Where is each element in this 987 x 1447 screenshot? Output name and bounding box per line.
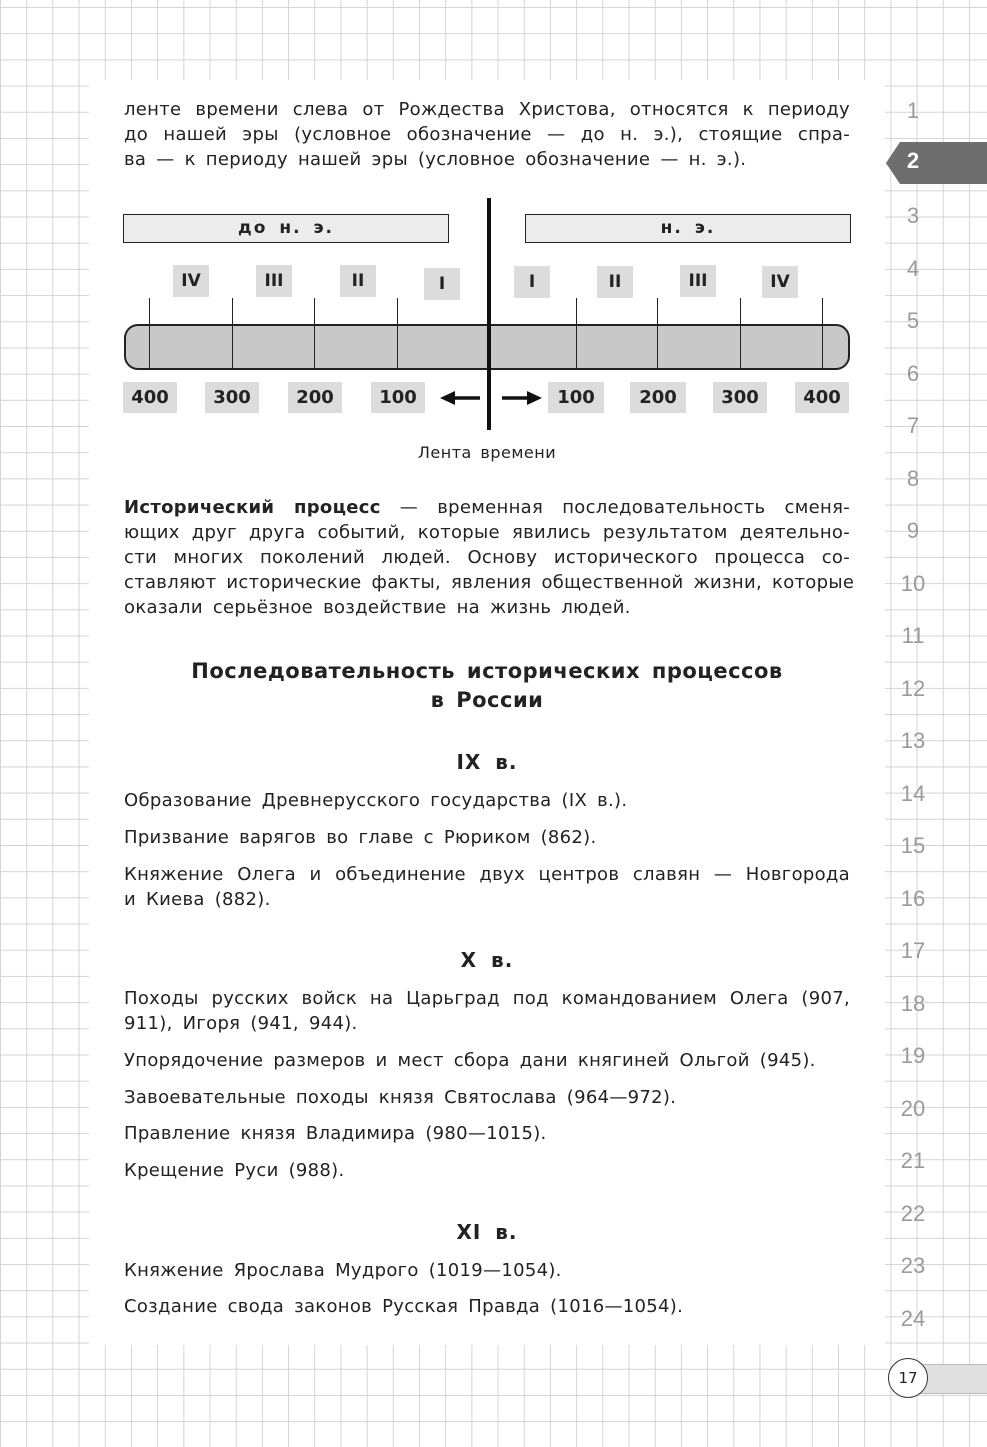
timeline-tick [657, 298, 658, 368]
event-item [124, 1258, 850, 1283]
chapter-tab[interactable]: 1 [906, 98, 920, 123]
event-text: Походы русских войск на Царьград под командованием Олега (907, [124, 988, 850, 1009]
page-number: 17 [888, 1358, 928, 1398]
chapter-tab[interactable]: 18 [900, 991, 926, 1016]
bc-century-label: III [256, 265, 292, 297]
left-arrow-icon [440, 388, 480, 408]
intro-line: до нашей эры (условное обозначение — до н. э.), стоящие спра- [124, 124, 850, 145]
bc-century-label: IV [173, 265, 209, 297]
timeline-tick [397, 298, 398, 368]
intro-line: ва — к периоду нашей эры (условное обозначение — н. э.). [124, 149, 747, 170]
zero-axis-line [487, 198, 491, 430]
event-item [124, 1121, 850, 1146]
event-text: 911), Игоря (941, 944). [124, 1013, 358, 1034]
definition-term: Исторический процесс [124, 497, 381, 518]
timeline-tick [314, 298, 315, 368]
event-text: Завоевательные походы князя Святослава (964—972). [124, 1087, 677, 1108]
chapter-tab[interactable]: 4 [906, 256, 920, 281]
event-text: Образование Древнерусского государства (IX в.). [124, 790, 628, 811]
timeline-tick [576, 298, 577, 368]
event-text: Крещение Руси (988). [124, 1160, 345, 1181]
ad-year-label: 400 [795, 382, 849, 413]
bc-year-label: 100 [371, 382, 425, 413]
tab-number: 2 [906, 148, 920, 173]
chapter-tab[interactable]: 23 [900, 1253, 926, 1278]
chapter-tab[interactable]: 12 [900, 676, 926, 701]
ad-century-label: II [597, 266, 633, 298]
timeline-tick [822, 298, 823, 368]
ad-century-label: III [680, 265, 716, 297]
section-title [124, 657, 850, 715]
chapter-tab[interactable]: 15 [900, 833, 926, 858]
chapter-tab[interactable]: 9 [906, 518, 920, 543]
century-heading: X в. [460, 948, 514, 972]
bc-year-label: 200 [288, 382, 342, 413]
event-item [124, 825, 850, 850]
definition-line: ставляют исторические факты, явления общественной жизни, которые [124, 572, 855, 593]
event-item [124, 986, 850, 1036]
bc-year-label: 300 [205, 382, 259, 413]
event-text: и Киева (882). [124, 889, 271, 910]
century-heading: XI в. [456, 1220, 518, 1244]
chapter-tab[interactable]: 14 [900, 781, 926, 806]
event-text: Правление князя Владимира (980—1015). [124, 1123, 547, 1144]
chapter-tab[interactable]: 21 [900, 1148, 926, 1173]
active-chapter-tab[interactable] [886, 142, 987, 188]
event-text: Княжение Олега и объединение двух центров славян — Новгорода [124, 864, 850, 885]
intro-paragraph [124, 97, 850, 172]
ad-era-label: н. э. [525, 214, 851, 243]
chapter-tab[interactable]: 7 [906, 413, 920, 438]
chapter-tab[interactable]: 17 [900, 938, 926, 963]
timeline-tick [149, 298, 150, 368]
ad-year-label: 100 [548, 382, 604, 413]
ad-century-label: IV [762, 266, 798, 298]
chapter-tab[interactable]: 24 [900, 1306, 926, 1331]
timeline-caption: Лента времени [417, 443, 557, 462]
right-arrow-icon [502, 388, 542, 408]
timeline-tick [232, 298, 233, 368]
definition-line: сти многих поколений людей. Основу исторического процесса со- [124, 547, 850, 568]
intro-line: ленте времени слева от Рождества Христова, относятся к периоду [124, 99, 850, 120]
ad-century-label: I [514, 266, 550, 298]
section-title-line: в России [430, 688, 544, 712]
chapter-tab[interactable]: 6 [906, 361, 920, 386]
definition-paragraph [124, 495, 855, 620]
event-item [124, 1085, 850, 1110]
chapter-tab[interactable]: 20 [900, 1096, 926, 1121]
bc-century-label: II [340, 265, 376, 297]
event-item [124, 1158, 850, 1183]
bc-year-label: 400 [123, 382, 177, 413]
bc-era-label: до н. э. [123, 214, 449, 243]
event-text: Создание свода законов Русская Правда (1016—1054). [124, 1296, 684, 1317]
event-item [124, 1048, 850, 1073]
ad-year-label: 200 [630, 382, 686, 413]
chapter-tab[interactable]: 19 [900, 1043, 926, 1068]
section-title-line: Последовательность исторических процессов [191, 659, 783, 683]
chapter-tab[interactable]: 22 [900, 1201, 926, 1226]
definition-line: ющих друг друга событий, которые явились результатом деятельно- [124, 522, 850, 543]
event-text: Призвание варягов во главе с Рюриком (862). [124, 827, 597, 848]
timeline-tick [740, 298, 741, 368]
chapter-tab[interactable]: 13 [900, 728, 926, 753]
definition-line [124, 495, 850, 520]
chapter-tab[interactable]: 8 [906, 466, 920, 491]
event-item [124, 788, 850, 813]
chapter-tab[interactable]: 10 [900, 571, 926, 596]
definition-text: — временная последовательность сменя- [380, 497, 850, 518]
chapter-tab[interactable]: 11 [901, 623, 925, 648]
bc-century-label: I [424, 268, 460, 300]
definition-line: оказали серьёзное воздействие на жизнь людей. [124, 597, 631, 618]
chapter-tab[interactable]: 3 [906, 203, 920, 228]
ad-year-label: 300 [713, 382, 767, 413]
chapter-tab[interactable]: 16 [900, 886, 926, 911]
event-text: Княжение Ярослава Мудрого (1019—1054). [124, 1260, 562, 1281]
event-text: Упорядочение размеров и мест сбора дани княгиней Ольгой (945). [124, 1050, 816, 1071]
event-item [124, 1294, 850, 1319]
chapter-tab[interactable]: 5 [906, 308, 920, 333]
century-heading: IX в. [456, 750, 518, 774]
event-item [124, 862, 850, 912]
